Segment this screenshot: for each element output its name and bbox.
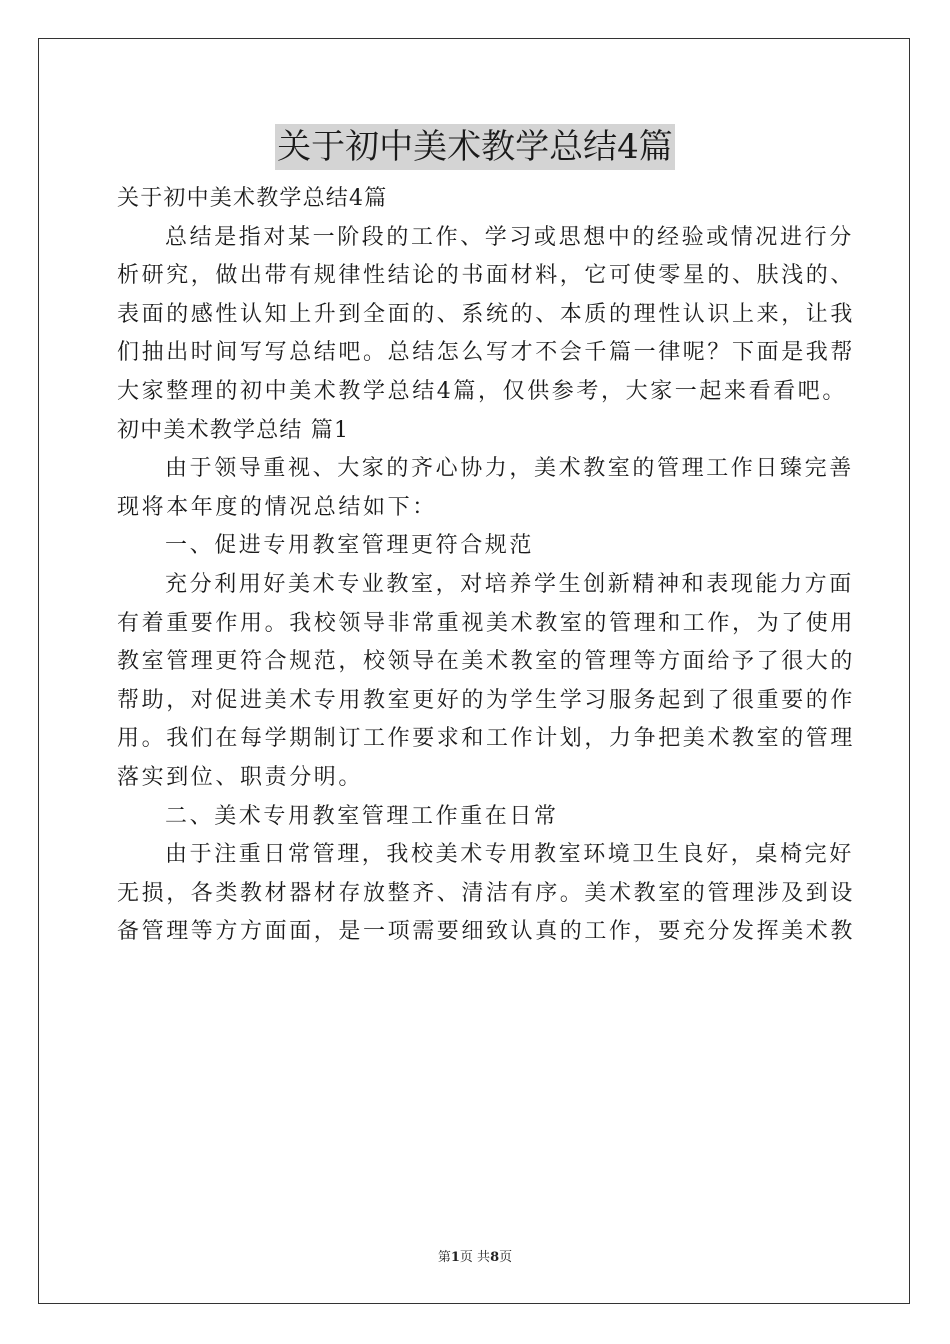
title-area: [0, 124, 950, 170]
total-page-count: 8: [490, 1250, 500, 1265]
paragraph-line: 由于注重日常管理，我校美术专用教室环境卫生良好，桌椅完好: [165, 842, 854, 868]
paragraph-line: 落实到位、职责分明。: [117, 764, 364, 790]
paragraph-line: 有着重要作用。我校领导非常重视美术教室的管理和工作，为了使用: [117, 610, 856, 636]
page-footer: [0, 1246, 950, 1265]
paragraph-line: 充分利用好美术专业教室，对培养学生创新精神和表现能力方面: [165, 571, 854, 597]
paragraph-line: 由于领导重视、大家的齐心协力，美术教室的管理工作日臻完善: [165, 456, 854, 482]
paragraph-line: 无损，各类教材器材存放整齐、清洁有序。美术教室的管理涉及到设: [117, 880, 856, 906]
page-separator: 页 共: [459, 1250, 491, 1265]
document-title: 关于初中美术教学总结4篇: [275, 124, 675, 170]
document-body: [117, 180, 856, 952]
paragraph-line: 教室管理更符合规范，校领导在美术教室的管理等方面给予了很大的: [117, 649, 856, 675]
page-suffix: 页: [499, 1250, 513, 1265]
subsection-heading: 二、美术专用教室管理工作重在日常: [165, 803, 559, 829]
paragraph-line: 用。我们在每学期制订工作要求和工作计划，力争把美术教室的管理: [117, 726, 856, 752]
paragraph-line: 大家整理的初中美术教学总结4篇，仅供参考，大家一起来看看吧。: [117, 378, 847, 404]
current-page-number: 1: [450, 1250, 460, 1265]
paragraph-line: 帮助，对促进美术专用教室更好的为学生学习服务起到了很重要的作: [117, 687, 856, 713]
paragraph-line: 表面的感性认知上升到全面的、系统的、本质的理性认识上来，让我: [117, 301, 856, 327]
paragraph-line: 总结是指对某一阶段的工作、学习或思想中的经验或情况进行分: [165, 224, 854, 250]
paragraph-line: 们抽出时间写写总结吧。总结怎么写才不会千篇一律呢？下面是我帮: [117, 340, 856, 366]
section-heading: 初中美术教学总结 篇1: [117, 417, 350, 443]
paragraph-line: 现将本年度的情况总结如下：: [117, 494, 437, 520]
paragraph-line: 析研究，做出带有规律性结论的书面材料，它可使零星的、肤浅的、: [117, 263, 856, 289]
paragraph-line: 备管理等方方面面，是一项需要细致认真的工作，要充分发挥美术教: [117, 919, 856, 945]
subsection-heading: 一、促进专用教室管理更符合规范: [165, 533, 535, 559]
page-prefix: 第: [437, 1250, 451, 1265]
subtitle-line: 关于初中美术教学总结4篇: [117, 186, 388, 211]
